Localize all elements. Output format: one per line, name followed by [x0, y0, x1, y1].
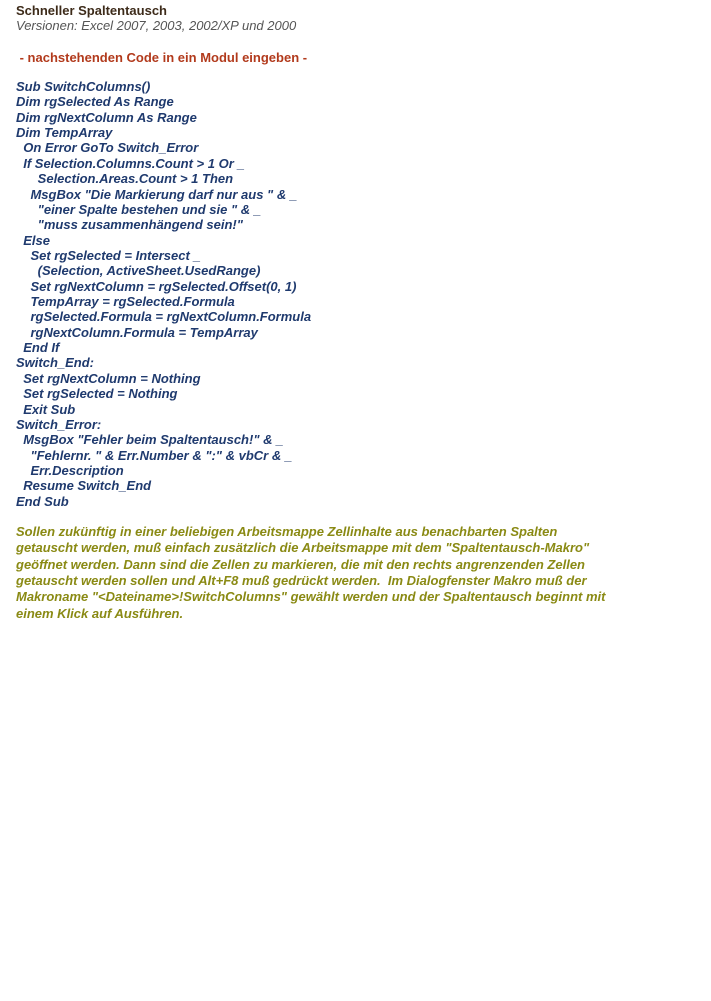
code-line: "Fehlernr. " & Err.Number & ":" & vbCr & _ [16, 447, 293, 463]
code-line: Else [16, 232, 50, 248]
versions-line: Versionen: Excel 2007, 2003, 2002/XP und 2000 [16, 18, 297, 33]
description-line: getauscht werden, muß einfach zusätzlich die Arbeitsmappe mit dem "Spaltentausch-Makro" [16, 540, 590, 556]
code-line: Switch_End: [16, 355, 95, 371]
code-line: End If [16, 340, 60, 356]
code-line: Sub SwitchColumns() [16, 79, 151, 94]
code-line: Exit Sub [16, 401, 76, 417]
code-line: Selection.Areas.Count > 1 Then [16, 171, 234, 187]
code-line: On Error GoTo Switch_Error [16, 140, 199, 156]
code-line: Set rgSelected = Nothing [16, 386, 178, 402]
code-line: Err.Description [16, 462, 124, 478]
description-line: geöffnet werden. Dann sind die Zellen zu markieren, die mit den rechts angrenzenden Zellen [16, 556, 585, 572]
code-line: Set rgNextColumn = rgSelected.Offset(0, 1) [16, 278, 297, 294]
code-line: Switch_Error: [16, 416, 102, 432]
code-line: MsgBox "Fehler beim Spaltentausch!" & _ [16, 432, 284, 448]
document-page [16, 3, 696, 622]
description-line: Sollen zukünftig in einer beliebigen Arbeitsmappe Zellinhalte aus benachbarten Spalten [16, 524, 558, 540]
code-line: Set rgSelected = Intersect _ [16, 247, 201, 263]
code-line: If Selection.Columns.Count > 1 Or _ [16, 155, 245, 171]
code-line: MsgBox "Die Markierung darf nur aus " & _ [16, 186, 298, 202]
instruction-line: - nachstehenden Code in ein Modul eingeben - [16, 50, 308, 65]
vba-code-block [16, 79, 696, 509]
code-line: Dim TempArray [16, 125, 113, 141]
code-line: Dim rgNextColumn As Range [16, 109, 197, 125]
code-line: "muss zusammenhängend sein!" [16, 217, 243, 233]
code-line: End Sub [16, 493, 69, 509]
code-line: "einer Spalte bestehen und sie " & _ [16, 201, 261, 217]
description-paragraph [16, 524, 656, 622]
code-line: Resume Switch_End [16, 478, 152, 494]
description-line: getauscht werden sollen und Alt+F8 muß gedrückt werden. Im Dialogfenster Makro muß der [16, 572, 587, 588]
description-line: einem Klick auf Ausführen. [16, 605, 184, 621]
document-title: Schneller Spaltentausch [16, 3, 167, 18]
code-line: TempArray = rgSelected.Formula [16, 294, 235, 310]
code-line: (Selection, ActiveSheet.UsedRange) [16, 263, 261, 279]
code-line: rgNextColumn.Formula = TempArray [16, 324, 258, 340]
code-line: rgSelected.Formula = rgNextColumn.Formula [16, 309, 312, 325]
code-line: Dim rgSelected As Range [16, 94, 174, 110]
description-line: Makroname "<Dateiname>!SwitchColumns" gewählt werden und der Spaltentausch beginnt mit [16, 589, 606, 605]
code-line: Set rgNextColumn = Nothing [16, 370, 201, 386]
